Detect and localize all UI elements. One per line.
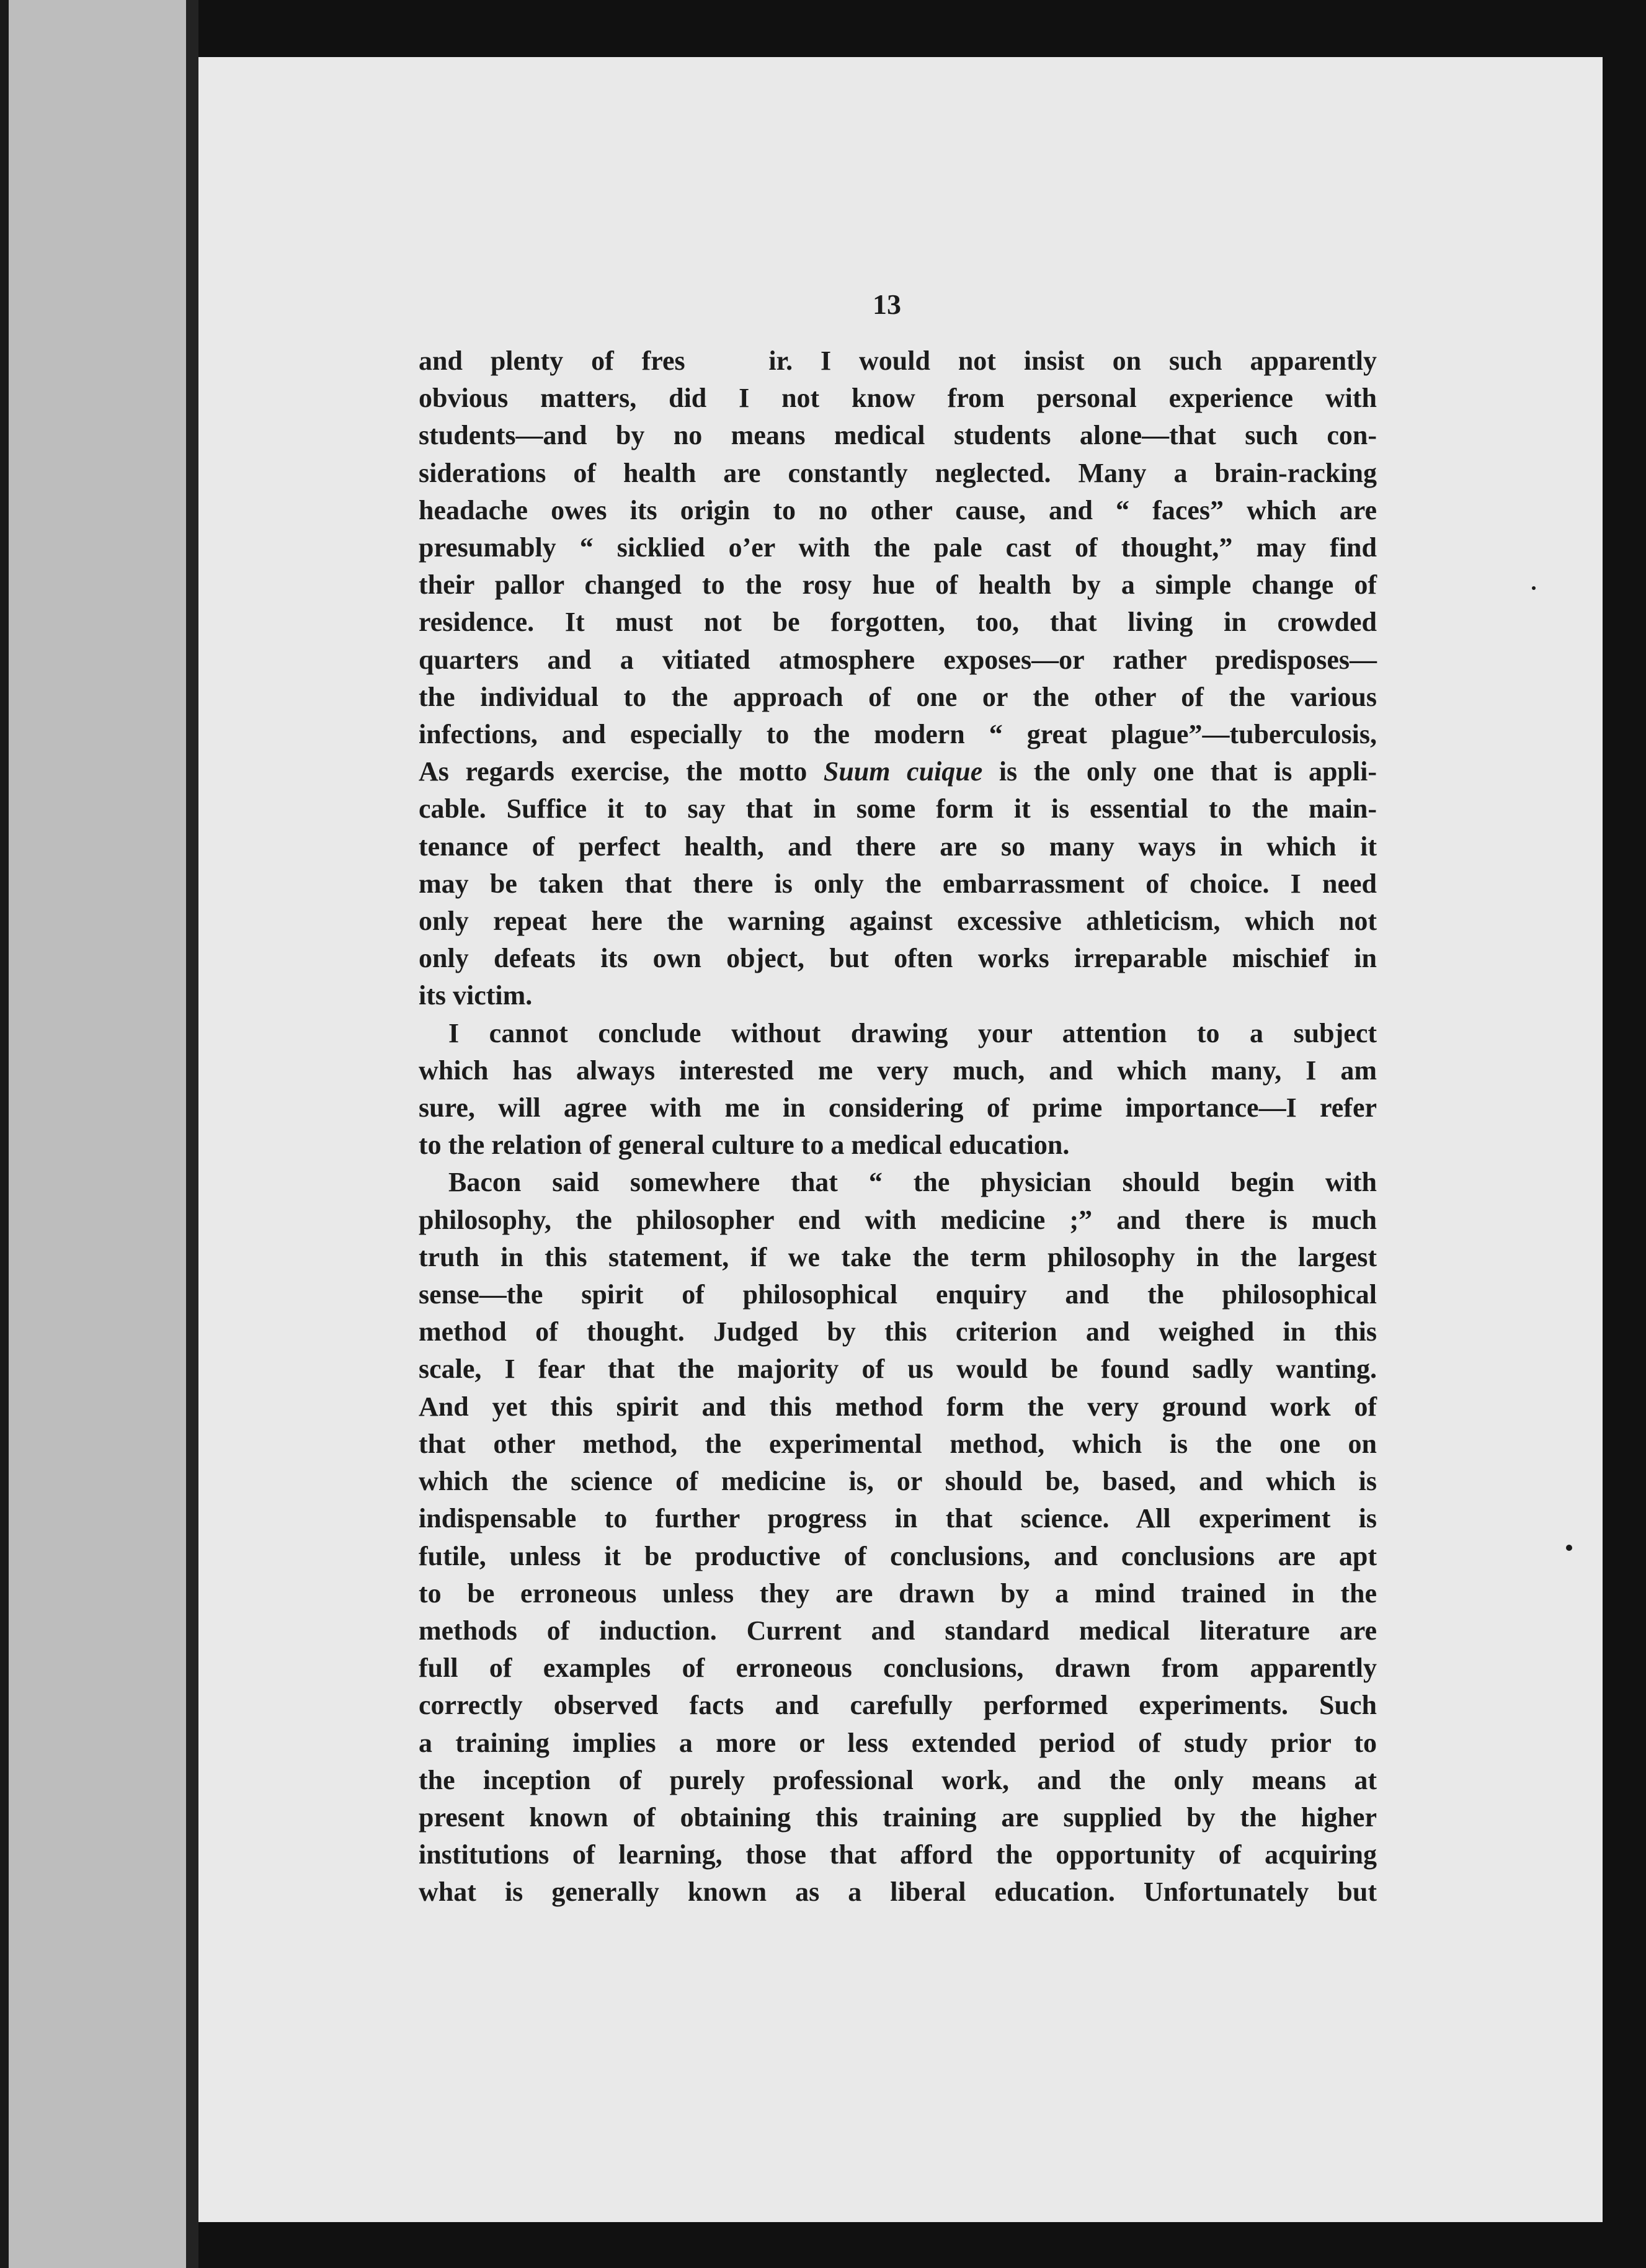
text-line: only defeats its own object, but often works irreparable mischief in xyxy=(419,943,1377,974)
text-line: which the science of medicine is, or should be, based, and which is xyxy=(419,1466,1377,1497)
text-line: sure, will agree with me in considering of prime importance—I refer xyxy=(419,1092,1377,1123)
text-line: the individual to the approach of one or the other of the various xyxy=(419,681,1377,712)
paragraph xyxy=(419,1015,1377,1164)
text-line: infections, and especially to the modern “ great plague”—tuberculosis, xyxy=(419,719,1377,750)
scan-border xyxy=(0,0,9,2268)
text-line: I cannot conclude without drawing your attention to a subject xyxy=(448,1017,1377,1048)
text-line: that other method, the experimental method, which is the one on xyxy=(419,1428,1377,1459)
text-line: presumably “ sicklied o’er with the pale cast of thought,” may find xyxy=(419,532,1377,563)
text-line: methods of induction. Current and standard medical literature are xyxy=(419,1615,1377,1646)
text-line: to the relation of general culture to a medical education. xyxy=(419,1130,1070,1161)
paragraph xyxy=(419,1164,1377,1911)
book-gutter xyxy=(186,0,198,2268)
text-line: futile, unless it be productive of conclusions, and conclusions are apt xyxy=(419,1540,1377,1571)
text-line: a training implies a more or less extended period of study prior to xyxy=(419,1727,1377,1758)
text-line: scale, I fear that the majority of us would be found sadly wanting. xyxy=(419,1354,1377,1385)
text-line: to be erroneous unless they are drawn by a mind trained in the xyxy=(419,1578,1377,1609)
text-line: siderations of health are constantly neglected. Many a brain-racking xyxy=(419,457,1377,488)
text-line: full of examples of erroneous conclusions, drawn from apparently xyxy=(419,1653,1377,1684)
text-line: institutions of learning, those that afford the opportunity of acquiring xyxy=(419,1839,1377,1870)
text-line: headache owes its origin to no other cause, and “ faces” which are xyxy=(419,494,1377,525)
facing-page-edge xyxy=(0,0,186,2268)
text-line: tenance of perfect health, and there are so many ways in which it xyxy=(419,831,1377,862)
scan-speck xyxy=(1566,1545,1572,1551)
text-line: quarters and a vitiated atmosphere exposes—or rather predisposes— xyxy=(419,644,1377,675)
book-page xyxy=(198,57,1603,2222)
text-line: residence. It must not be forgotten, too, that living in crowded xyxy=(419,607,1377,638)
text-line: and plenty of fres ir. I would not insist on such apparently xyxy=(419,346,1377,376)
text-line: students—and by no means medical students alone—that such con- xyxy=(419,420,1377,451)
text-line: present known of obtaining this training are supplied by the higher xyxy=(419,1801,1377,1833)
text-line: their pallor changed to the rosy hue of health by a simple change of xyxy=(419,569,1377,600)
text-line: sense—the spirit of philosophical enquiry and the philosophical xyxy=(419,1279,1377,1310)
text-line: method of thought. Judged by this criterion and weighed in this xyxy=(419,1316,1377,1347)
text-line: And yet this spirit and this method form the very ground work of xyxy=(419,1391,1377,1422)
text-line: may be taken that there is only the embarrassment of choice. I need xyxy=(419,868,1377,899)
text-line: philosophy, the philosopher end with medicine ;” and there is much xyxy=(419,1204,1377,1235)
text-line: As regards exercise, the motto Suum cuique is the only one that is appli- xyxy=(419,756,1377,787)
text-line: only repeat here the warning against excessive athleticism, which not xyxy=(419,906,1377,937)
text-line: which has always interested me very much, and which many, I am xyxy=(419,1055,1377,1086)
page-number: 13 xyxy=(873,288,901,320)
text-line: Bacon said somewhere that “ the physician should begin with xyxy=(448,1167,1377,1198)
text-line: indispensable to further progress in that science. All experiment is xyxy=(419,1503,1377,1534)
text-line: truth in this statement, if we take the term philosophy in the largest xyxy=(419,1241,1377,1272)
text-line: correctly observed facts and carefully performed experiments. Such xyxy=(419,1690,1377,1721)
text-line: cable. Suffice it to say that in some form it is essential to the main- xyxy=(419,793,1377,824)
body-text xyxy=(419,342,1377,1911)
scan-speck xyxy=(1532,586,1536,590)
text-line: what is generally known as a liberal education. Unfortunately but xyxy=(419,1877,1377,1908)
text-line: the inception of purely professional work, and the only means at xyxy=(419,1764,1377,1795)
text-line: its victim. xyxy=(419,980,533,1011)
text-line: obvious matters, did I not know from personal experience with xyxy=(419,383,1377,414)
paragraph xyxy=(419,342,1377,1015)
